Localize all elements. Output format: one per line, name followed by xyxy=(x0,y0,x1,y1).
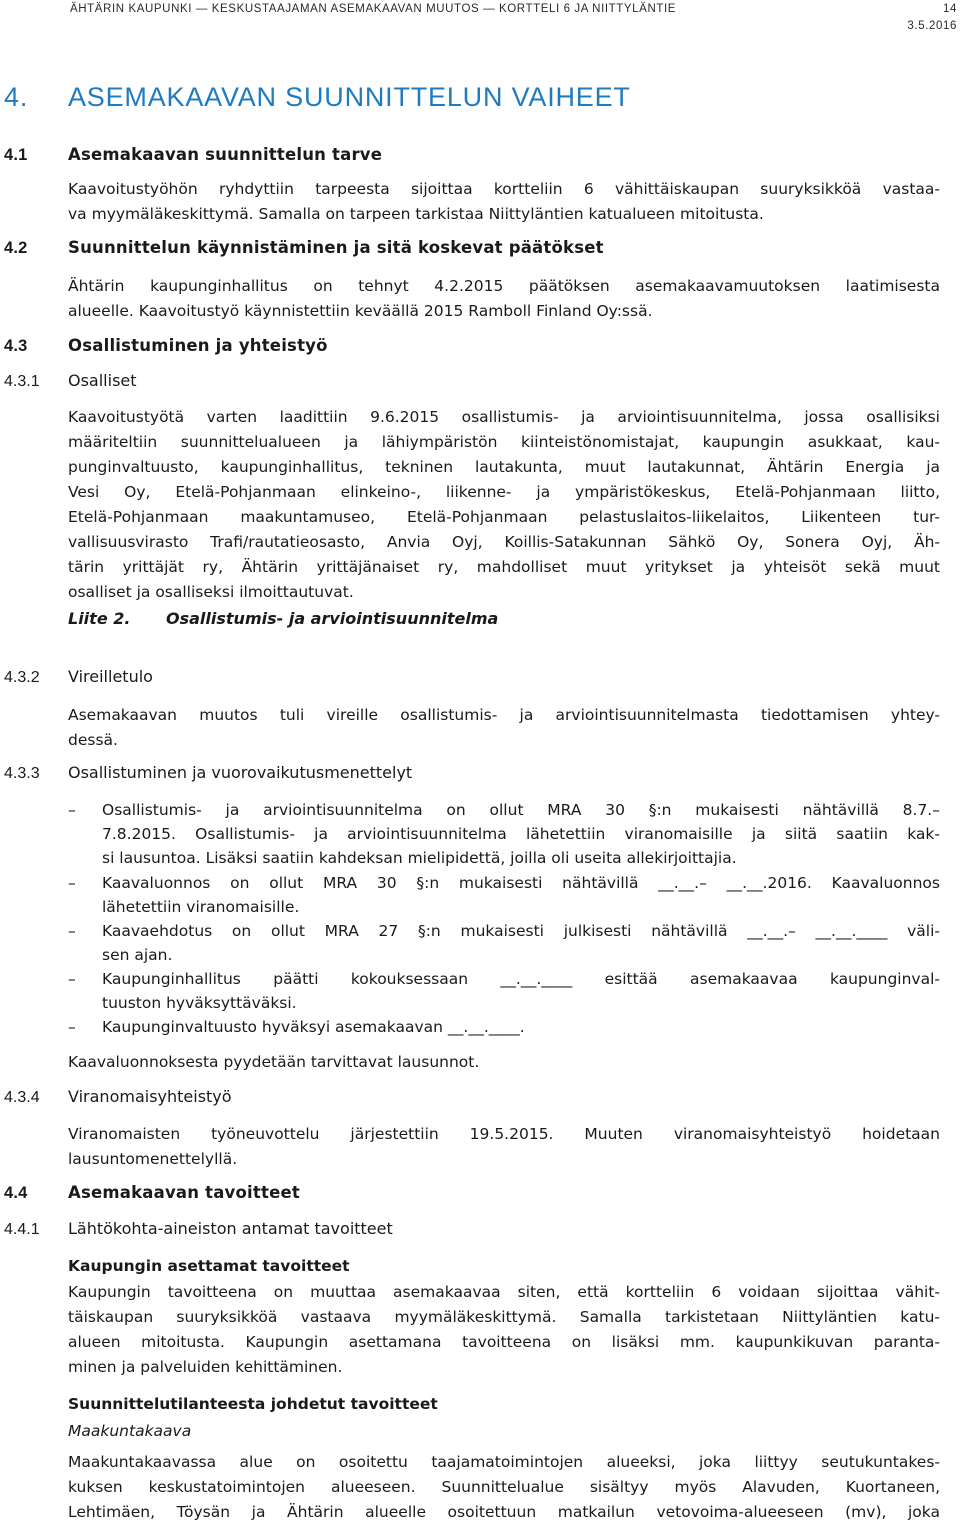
text-line: Maakuntakaavassa alue on osoitettu taajamatoimintojen alueeksi, joka liittyy seutukuntakes- xyxy=(68,1453,940,1471)
text-line: Kaupungin tavoitteena on muuttaa asemakaavaa siten, että kortteliin 6 voidaan sijoittaa vähit- xyxy=(68,1283,940,1301)
list-item xyxy=(68,871,940,919)
document-date: 3.5.2016 xyxy=(907,20,957,32)
text-line: Lehtimäen, Töysän ja Ähtärin alueelle osoitettuun matkailun vetovoima-alueeseen (mv), joka xyxy=(68,1503,940,1521)
list-item xyxy=(68,919,940,967)
text-line: Etelä-Pohjanmaan maakuntamuseo, Etelä-Pohjanmaan pelastuslaitos-liikelaitos, Liikenteen tur- xyxy=(68,508,940,526)
appendix-reference xyxy=(68,609,498,628)
text-line: Viranomaisten työneuvottelu järjestettiin 19.5.2015. Muuten viranomaisyhteistyö hoidetaan xyxy=(68,1125,940,1143)
text-line: Kaupunginvaltuusto hyväksyi asemakaavan __.__.____. xyxy=(102,1018,525,1036)
dash-bullet: – xyxy=(68,922,76,940)
text-line: Kaavaluonnoksesta pyydetään tarvittavat lausunnot. xyxy=(68,1053,480,1071)
subsection-heading-4-4-1 xyxy=(4,1219,393,1239)
chapter-title: ASEMAKAAVAN SUUNNITTELUN VAIHEET xyxy=(68,82,631,112)
subheading-planning-goals xyxy=(68,1392,940,1417)
chapter-number: 4. xyxy=(4,82,29,112)
text-line: määriteltiin suunnittelualueen ja lähiympäristön kiinteistönomistajat, kaupungin asukkaat, kau- xyxy=(68,433,940,451)
text-line: minen ja palveluiden kehittäminen. xyxy=(68,1358,343,1376)
subheading-text: Kaupungin asettamat tavoitteet xyxy=(68,1257,350,1275)
text-line: kuksen keskustatoimintojen alueeseen. Suunnittelualue sisältyy myös Alavuden, Kuortaneen, xyxy=(68,1478,940,1496)
text-line: osalliset ja osalliseksi ilmoittautuvat. xyxy=(68,583,354,601)
paragraph-4-3-2 xyxy=(68,703,940,753)
subsection-number: 4.3.3 xyxy=(4,765,40,782)
dash-bullet: – xyxy=(68,1018,76,1036)
subsection-number: 4.3.2 xyxy=(4,669,40,686)
subheading-text: Maakuntakaava xyxy=(68,1422,192,1440)
list-item xyxy=(68,798,940,870)
dash-bullet: – xyxy=(68,874,76,892)
subsection-title: Osallistuminen ja vuorovaikutusmenettelyt xyxy=(68,763,413,782)
paragraph-city-goals xyxy=(68,1280,940,1380)
dash-bullet: – xyxy=(68,801,76,819)
text-line: Asemakaavan muutos tuli vireille osallistumis- ja arviointisuunnitelmasta tiedottamisen yhtey- xyxy=(68,706,940,724)
text-line: Osallistumis- ja arviointisuunnitelma on ollut MRA 30 §:n mukaisesti nähtävillä 8.7.– xyxy=(102,801,940,819)
text-line: Vesi Oy, Etelä-Pohjanmaan elinkeino-, liikenne- ja ympäristökeskus, Etelä-Pohjanmaan liitto, xyxy=(68,483,940,501)
text-line: sen ajan. xyxy=(102,946,173,964)
text-line: täiskaupan suuryksikköä vastaava myymäläkeskittymä. Samalla tarkistetaan Niittyläntien katu- xyxy=(68,1308,940,1326)
section-title: Asemakaavan tavoitteet xyxy=(68,1183,300,1202)
document-title: ÄHTÄRIN KAUPUNKI — KESKUSTAAJAMAN ASEMAKAAVAN MUUTOS — KORTTELI 6 JA NIITTYLÄNTIE xyxy=(70,3,677,15)
text-line: tuuston hyväksyttäväksi. xyxy=(102,994,297,1012)
paragraph-4-3-3-after xyxy=(68,1050,940,1075)
text-line: dessä. xyxy=(68,731,118,749)
text-line: tärin yrittäjät ry, Ähtärin yrittäjänaiset ry, mahdolliset muut yritykset ja yhteisöt sekä muut xyxy=(68,558,940,576)
subsection-title: Osalliset xyxy=(68,371,137,390)
paragraph-4-1 xyxy=(68,177,940,227)
text-line: Kaavaluonnos on ollut MRA 30 §:n mukaisesti nähtävillä __.__.– __.__.2016. Kaavaluonnos xyxy=(102,874,940,892)
text-line: Kaavaehdotus on ollut MRA 27 §:n mukaisesti julkisesti nähtävillä __.__.– __.__.____ väli- xyxy=(102,922,940,940)
paragraph-4-3-1 xyxy=(68,405,940,605)
text-line: alueen mitoitusta. Kaupungin asettamana tavoitteena on lisäksi mm. kaupunkikuvan paranta- xyxy=(68,1333,940,1351)
text-line: lähetettiin viranomaisille. xyxy=(102,898,300,916)
dash-bullet: – xyxy=(68,970,76,988)
subsection-title: Vireilletulo xyxy=(68,667,153,686)
chapter-heading xyxy=(4,82,631,113)
text-line: 7.8.2015. Osallistumis- ja arviointisuunnitelma lähetettiin viranomaisille ja siitä saatiin kak- xyxy=(102,825,940,843)
section-title: Asemakaavan suunnittelun tarve xyxy=(68,145,383,164)
section-heading-4-4 xyxy=(4,1183,300,1203)
paragraph-4-3-4 xyxy=(68,1122,940,1172)
text-line: Ähtärin kaupunginhallitus on tehnyt 4.2.2015 päätöksen asemakaavamuutoksen laatimisesta xyxy=(68,277,940,295)
section-title: Suunnittelun käynnistäminen ja sitä koskevat päätökset xyxy=(68,238,604,257)
list-item xyxy=(68,967,940,1015)
subheading-regional-plan xyxy=(68,1419,940,1444)
subsection-title: Lähtökohta-aineiston antamat tavoitteet xyxy=(68,1219,393,1238)
section-title: Osallistuminen ja yhteistyö xyxy=(68,336,328,355)
subsection-heading-4-3-2 xyxy=(4,667,153,687)
section-heading-4-2 xyxy=(4,238,604,258)
text-line: alueelle. Kaavoitustyö käynnistettiin keväällä 2015 Ramboll Finland Oy:ssä. xyxy=(68,302,653,320)
text-line: Kaavoitustyötä varten laadittiin 9.6.2015 osallistumis- ja arviointisuunnitelma, jossa osallisiksi xyxy=(68,408,940,426)
appendix-label: Liite 2. xyxy=(68,609,131,628)
text-line: lausuntomenettelyllä. xyxy=(68,1150,238,1168)
text-line: va myymäläkeskittymä. Samalla on tarpeen tarkistaa Niittyläntien katualueen mitoitusta. xyxy=(68,205,764,223)
section-heading-4-1 xyxy=(4,145,382,165)
paragraph-regional-plan xyxy=(68,1450,940,1525)
paragraph-4-2 xyxy=(68,274,940,324)
subheading-text: Suunnittelutilanteesta johdetut tavoitteet xyxy=(68,1395,438,1413)
text-line: si lausuntoa. Lisäksi saatiin kahdeksan mielipidettä, joilla oli useita allekirjoittajia. xyxy=(102,849,737,867)
subheading-city-goals xyxy=(68,1254,940,1279)
list-item xyxy=(68,1015,940,1039)
text-line: Kaavoitustyöhön ryhdyttiin tarpeesta sijoittaa kortteliin 6 vähittäiskaupan suuryksikköä vastaa- xyxy=(68,180,940,198)
subsection-number: 4.3.4 xyxy=(4,1089,40,1106)
subsection-heading-4-3-3 xyxy=(4,763,412,783)
text-line: vallisuusvirasto Trafi/rautatieosasto, Anvia Oyj, Koillis-Satakunnan Sähkö Oy, Sonera Oyj, Äh- xyxy=(68,533,940,551)
section-number: 4.1 xyxy=(4,146,28,164)
subsection-number: 4.3.1 xyxy=(4,373,40,390)
text-line: punginvaltuusto, kaupunginhallitus, tekninen lautakunta, muut lautakunnat, Ähtärin Energia ja xyxy=(68,458,940,476)
section-number: 4.3 xyxy=(4,337,28,355)
subsection-heading-4-3-4 xyxy=(4,1087,232,1107)
subsection-title: Viranomaisyhteistyö xyxy=(68,1087,232,1106)
section-number: 4.2 xyxy=(4,239,28,257)
section-number: 4.4 xyxy=(4,1184,28,1202)
text-line: Kaupunginhallitus päätti kokouksessaan __.__.____ esittää asemakaavaa kaupunginval- xyxy=(102,970,940,988)
page-number: 14 xyxy=(943,3,957,15)
section-heading-4-3 xyxy=(4,336,328,356)
subsection-heading-4-3-1 xyxy=(4,371,137,391)
appendix-title: Osallistumis- ja arviointisuunnitelma xyxy=(166,609,499,628)
subsection-number: 4.4.1 xyxy=(4,1221,40,1238)
